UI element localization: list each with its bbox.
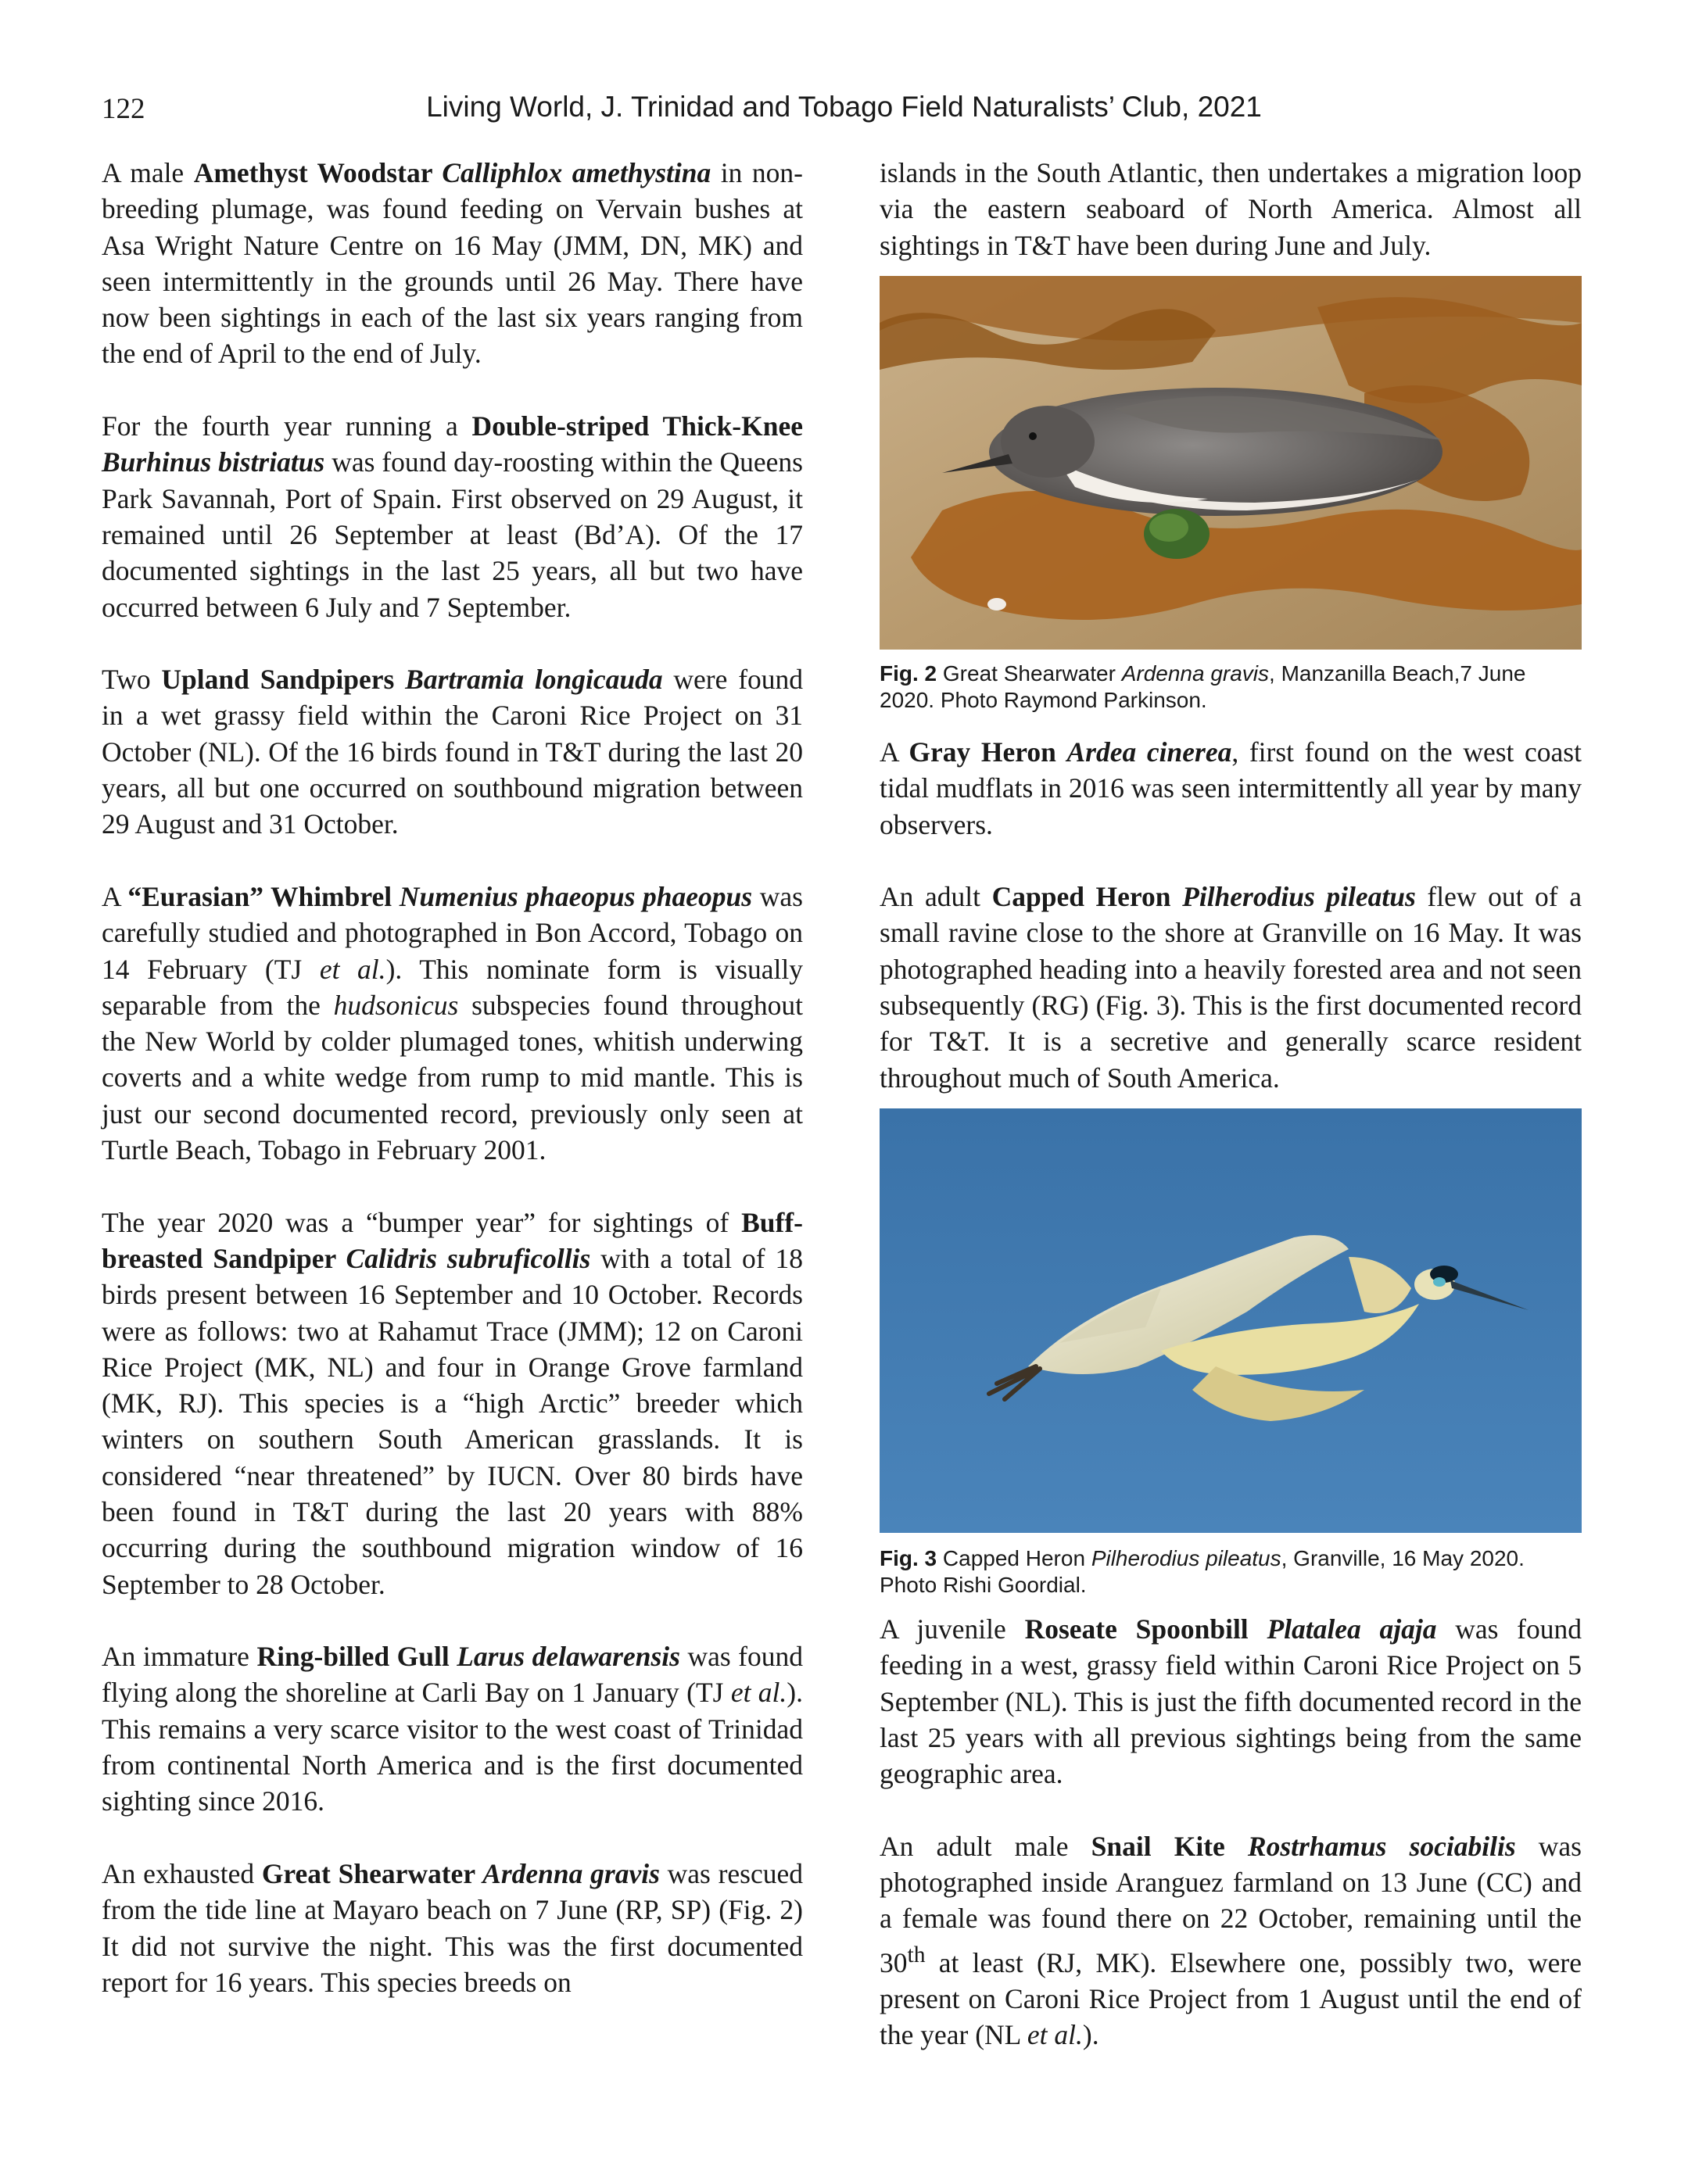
species-account-buff-breasted-sandpiper: The year 2020 was a “bumper year” for sightings of Buff-breasted Sandpiper Calidris subruficollis with a total of 18 birds present between 16 September and 10 October. Records were as follows: two at Rahamut Trace (JMM); 12 on Caroni Rice Project (MK, NL) and four in Orange Grove farmland (MK, RJ). This species is a “high Arctic” breeder which winters on southern South American grasslands. It is considered “near threatened” by IUCN. Over 80 birds have been found in T&T during the last 20 years with 88% occurring during the southbound migration window of 16 September to 28 October. — [102, 1206, 803, 1600]
page-number: 122 — [102, 93, 145, 125]
right-column-middle — [880, 734, 1582, 1096]
species-account-capped-heron: An adult Capped Heron Pilherodius pileatus flew out of a small ravine close to the shore at Granville on 16 May. It was photographed heading into a heavily forested area and not seen subsequently (RG) (Fig. 3). This is the first documented record for T&T. It is a secretive and generally scarce resident throughout much of South America. — [880, 881, 1582, 1094]
species-account-gray-heron: A Gray Heron Ardea cinerea, first found on the west coast tidal mudflats in 2016 was seen intermittently all year by many observers. — [880, 736, 1582, 840]
species-account-amethyst-woodstar: A male Amethyst Woodstar Calliphlox amethystina in non-breeding plumage, was found feeding on Vervain bushes at Asa Wright Nature Centre on 16 May (JMM, DN, MK) and seen intermittently in the grounds until 26 May. There have now been sightings in each of the last six years ranging from the end of April to the end of July. — [102, 157, 803, 370]
great-shearwater-image — [880, 276, 1582, 650]
species-account-great-shearwater-cont: islands in the South Atlantic, then undertakes a migration loop via the eastern seaboard of North America. Almost all sightings in T&T have been during June and July. — [880, 157, 1582, 261]
left-column — [102, 155, 803, 2000]
running-head: Living World, J. Trinidad and Tobago Field Naturalists’ Club, 2021 — [426, 91, 1262, 123]
species-account-thick-knee: For the fourth year running a Double-striped Thick-Knee Burhinus bistriatus was found day-roosting within the Queens Park Savannah, Port of Spain. First observed on 29 August, it remained until 26 September at least (Bd’A). Of the 17 documented sightings in the last 25 years, all but two have occurred between 6 July and 7 September. — [102, 410, 804, 623]
capped-heron-image — [880, 1108, 1582, 1533]
figure-2-caption: Fig. 2 Great Shearwater Ardenna gravis, Manzanilla Beach,7 June 2020. Photo Raymond Parkinson. — [880, 661, 1526, 712]
species-account-snail-kite: An adult male Snail Kite Rostrhamus sociabilis was photographed inside Aranguez farmland on 13 June (CC) and a female was found there on 22 October, remaining until the 30th at least (RJ, MK). Elsewhere one, possibly two, were present on Caroni Rice Project from 1 August until the end of the year (NL et al.). — [880, 1830, 1582, 2051]
species-account-upland-sandpiper: Two Upland Sandpipers Bartramia longicauda were found in a wet grassy field within the Caroni Rice Project on 31 October (NL). Of the 16 birds found in T&T during the last 20 years, all but one occurred on southbound migration between 29 August and 31 October. — [102, 664, 804, 840]
figure-2-photo — [880, 276, 1582, 650]
right-column-top — [880, 155, 1582, 263]
species-account-roseate-spoonbill: A juvenile Roseate Spoonbill Platalea ajaja was found feeding in a west, grassy field within Caroni Rice Project on 5 September (NL). This is just the fifth documented record in the last 25 years with all previous sightings being from the same geographic area. — [880, 1613, 1582, 1790]
species-account-whimbrel: A “Eurasian” Whimbrel Numenius phaeopus phaeopus was carefully studied and photographed in Bon Accord, Tobago on 14 February (TJ et al.). This nominate form is visually separable from the hudsonicus subspecies found throughout the New World by colder plumaged tones, whitish underwing coverts and a white wedge from rump to mid mantle. This is just our second documented record, previously only seen at Turtle Beach, Tobago in February 2001. — [102, 880, 804, 1166]
species-account-ring-billed-gull: An immature Ring-billed Gull Larus delawarensis was found flying along the shoreline at Carli Bay on 1 January (TJ et al.). This remains a very scarce visitor to the west coast of Trinidad from continental North America and is the first documented sighting since 2016. — [102, 1641, 804, 1817]
species-account-great-shearwater: An exhausted Great Shearwater Ardenna gravis was rescued from the tide line at Mayaro beach on 7 June (RP, SP) (Fig. 2) It did not survive the night. This was the first documented report for 16 years. This species breeds on — [102, 1857, 803, 1998]
figure-3-caption: Fig. 3 Capped Heron Pilherodius pileatus, Granville, 16 May 2020. Photo Rishi Goordial. — [880, 1546, 1525, 1597]
right-column-bottom — [880, 1611, 1582, 2053]
figure-3-photo — [880, 1108, 1582, 1533]
